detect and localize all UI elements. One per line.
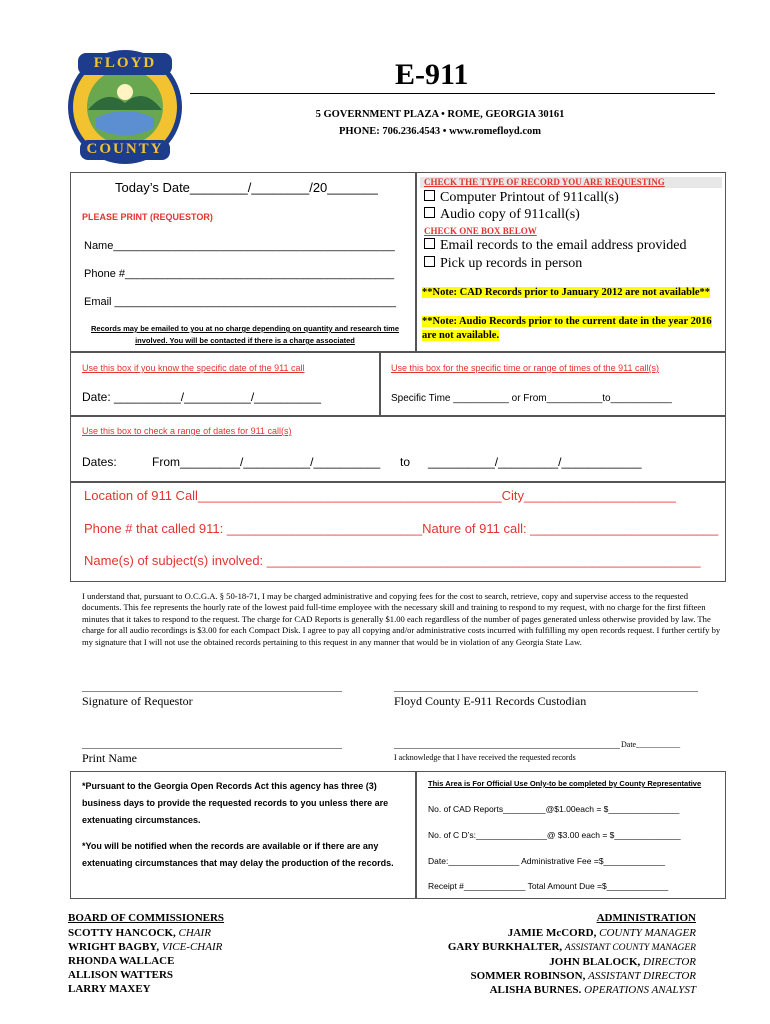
ack-label: I acknowledge that I have received the requested records xyxy=(394,753,576,762)
checkbox[interactable] xyxy=(424,190,435,201)
cad-reports-field[interactable]: No. of CAD Reports_________@$1.00each = $_______________ xyxy=(428,804,680,814)
ack-signature-line[interactable] xyxy=(394,748,620,749)
caller-phone-field[interactable]: Phone # that called 911: ___________________________Nature of 911 call: __________________________ xyxy=(84,521,719,536)
email-field[interactable]: Email ______________________________________________ xyxy=(84,296,396,308)
member-name: GARY BURKHALTER, xyxy=(447,941,563,953)
member-role: VICE-CHAIR xyxy=(161,941,223,953)
option-label: Email records to the email address provided xyxy=(440,238,687,253)
requestor-signature-line[interactable] xyxy=(82,691,342,692)
page-title: E-911 xyxy=(395,58,469,91)
member-role: OPERATIONS ANALYST xyxy=(584,984,696,996)
subjects-field[interactable]: Name(s) of subject(s) involved: ____________________________________________________________ xyxy=(84,553,701,568)
option-label: Computer Printout of 911call(s) xyxy=(440,190,619,205)
option-label: Audio copy of 911call(s) xyxy=(440,207,580,222)
admin-list xyxy=(380,926,696,997)
member-role: DIRECTOR xyxy=(643,956,696,968)
member-name: RHONDA WALLACE xyxy=(68,955,175,967)
check-one-heading: CHECK ONE BOX BELOW xyxy=(424,226,537,236)
header-phone: PHONE: 706.236.4543 • www.romefloyd.com xyxy=(338,126,542,137)
email-note: Records may be emailed to you at no charge depending on quantity and research time involved. You will be contacted if there is a charge associated xyxy=(91,324,399,345)
member-name: SOMMER ROBINSON, xyxy=(470,970,586,982)
notice-paragraph-1: *Pursuant to the Georgia Open Records Act this agency has three (3) business days to provide the requested records to you unless there are extenuating circumstances. xyxy=(82,781,389,825)
pickup-records-option[interactable] xyxy=(424,256,582,272)
board-member xyxy=(68,982,222,996)
location-field[interactable]: Location of 911 Call__________________________________________City_____________________ xyxy=(84,488,676,503)
date-range-end-field[interactable]: __________/_________/____________ xyxy=(428,455,642,469)
admin-heading: ADMINISTRATION xyxy=(596,912,696,924)
phone-field[interactable]: Phone #____________________________________________ xyxy=(84,268,395,280)
date-range-to-label: to xyxy=(400,455,411,469)
checkbox[interactable] xyxy=(424,207,435,218)
seal-bottom-text: COUNTY xyxy=(86,141,164,157)
computer-printout-option[interactable] xyxy=(424,190,619,206)
board-member xyxy=(68,968,222,982)
member-name: ALISHA BURNES. xyxy=(489,984,582,996)
print-name-label: Print Name xyxy=(82,751,137,765)
specific-time-box xyxy=(380,352,726,416)
option-label: Pick up records in person xyxy=(440,256,583,271)
member-name: ALLISON WATTERS xyxy=(68,969,174,981)
notice-paragraph-2: *You will be notified when the records are available or if there are any extenuating circumstances that may delay the production of the records. xyxy=(82,841,394,868)
specific-time-heading: Use this box for the specific time or range of times of the 911 call(s) xyxy=(391,363,659,373)
audio-copy-option[interactable] xyxy=(424,207,580,223)
specific-date-heading: Use this box if you know the specific date of the 911 call xyxy=(82,363,305,373)
member-name: SCOTTY HANCOCK, xyxy=(68,927,176,939)
admin-member xyxy=(380,940,696,955)
print-name-line[interactable] xyxy=(82,748,342,749)
ack-date-field[interactable]: Date___________ xyxy=(621,740,681,749)
member-role: ASSISTANT COUNTY MANAGER xyxy=(564,943,696,953)
audio-note-text: **Note: Audio Records prior to the current date in the year 2016 are not available. xyxy=(422,316,712,341)
member-role: ASSISTANT DIRECTOR xyxy=(588,970,696,982)
date-range-heading: Use this box to check a range of dates for 911 call(s) xyxy=(82,426,292,436)
date-range-label: Dates: xyxy=(82,455,117,469)
member-name: LARRY MAXEY xyxy=(68,983,151,995)
requestor-signature-label: Signature of Requestor xyxy=(82,694,193,708)
seal-top-text: FLOYD xyxy=(93,55,157,71)
specific-time-field[interactable]: Specific Time __________ or From__________to___________ xyxy=(391,393,672,404)
specific-date-box xyxy=(70,352,380,416)
legal-statement: I understand that, pursuant to O.C.G.A. § 50-18-71, I may be charged administrative and copying fees for the cost to search, retrieve, copy and supervise access to the requested documents. This fee represents the hourly rate of the lowest paid full-time employee with the necessary skill and training to respond to my request, with no charge for the first fifteen minutes that it takes to respond to the request. The charge for CAD Reports is generally $1.00 each regardless of the number of pages generated unless otherwise provided by law. The charge for all audio recordings is $3.00 for each Compact Disk. I agree to pay all copying and/or administrative costs incurred with fulfilling my open records request. I further certify by my signature that I will not use the obtained records pertaining to this request in any manner that would be in violation of any Georgia State Law. xyxy=(82,591,721,647)
cad-note xyxy=(422,286,718,300)
cad-note-text: **Note: CAD Records prior to January 2012 are not available** xyxy=(422,287,711,298)
custodian-signature-line[interactable] xyxy=(394,691,698,692)
county-seal-logo xyxy=(66,48,184,166)
total-due-field[interactable]: Receipt #_____________ Total Amount Due =$_____________ xyxy=(428,881,669,891)
admin-member xyxy=(380,983,696,997)
name-field[interactable]: Name______________________________________________ xyxy=(84,240,395,252)
audio-note xyxy=(422,315,718,343)
admin-member xyxy=(380,969,696,983)
specific-date-field[interactable]: Date: __________/__________/__________ xyxy=(82,390,321,404)
member-name: JOHN BLALOCK, xyxy=(549,956,641,968)
board-member xyxy=(68,940,222,954)
member-role: COUNTY MANAGER xyxy=(599,927,696,939)
cds-field[interactable]: No. of C D’s:_______________@ $3.00 each = $______________ xyxy=(428,830,681,840)
todays-date-field[interactable]: Today’s Date________/________/20_______ xyxy=(115,180,378,195)
board-member xyxy=(68,926,222,940)
please-print-label: PLEASE PRINT (REQUESTOR) xyxy=(82,212,213,222)
board-list xyxy=(68,926,222,996)
member-role: CHAIR xyxy=(178,927,211,939)
member-name: WRIGHT BAGBY, xyxy=(68,941,160,953)
admin-member xyxy=(380,955,696,969)
date-range-from-field[interactable]: From_________/__________/__________ xyxy=(152,455,381,469)
board-member xyxy=(68,954,222,968)
official-use-heading: This Area is For Official Use Only-to be completed by County Representative xyxy=(428,779,702,788)
record-type-heading-text: CHECK THE TYPE OF RECORD YOU ARE REQUESTING xyxy=(424,177,665,187)
header-address: 5 GOVERNMENT PLAZA • ROME, GEORGIA 30161 xyxy=(315,109,565,120)
member-name: JAMIE McCORD, xyxy=(507,927,597,939)
title-rule xyxy=(190,93,715,94)
checkbox[interactable] xyxy=(424,256,435,267)
board-heading: BOARD OF COMMISSIONERS xyxy=(68,912,225,924)
admin-fee-field[interactable]: Date:_______________ Administrative Fee =$_____________ xyxy=(428,856,666,866)
admin-member xyxy=(380,926,696,940)
checkbox[interactable] xyxy=(424,238,435,249)
custodian-signature-label: Floyd County E-911 Records Custodian xyxy=(394,694,587,708)
email-records-option[interactable] xyxy=(424,238,686,254)
